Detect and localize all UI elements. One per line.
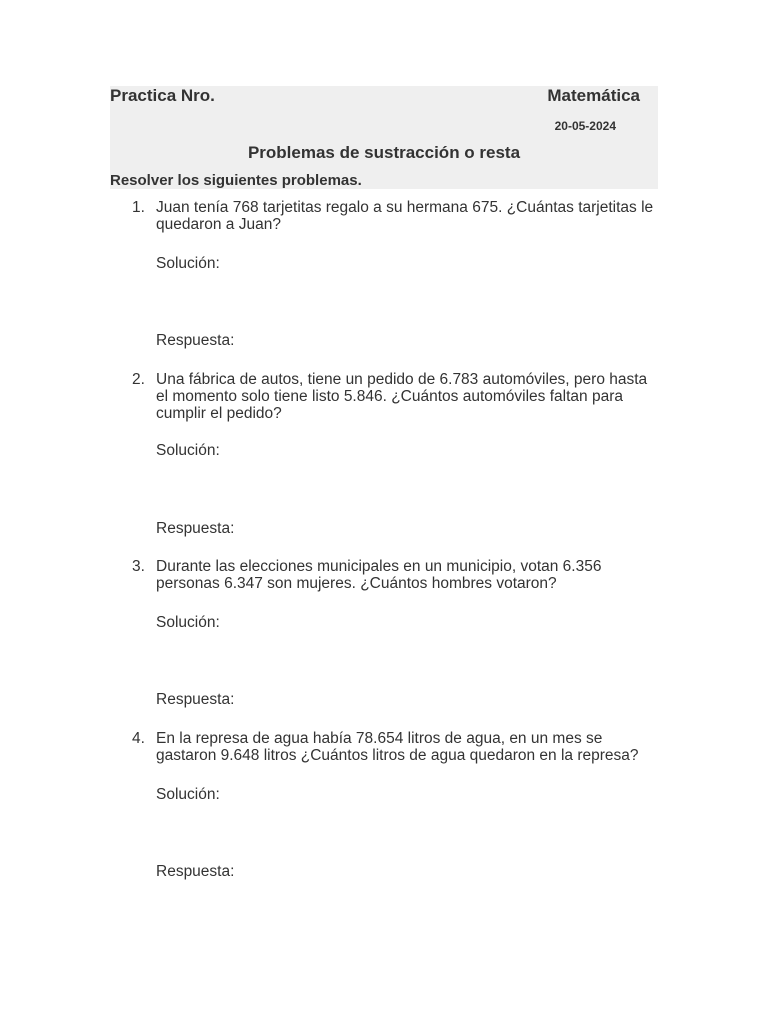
problem-text: En la represa de agua había 78.654 litros de agua, en un mes se gastaron 9.648 litros ¿Cuántos litros de agua quedaron en la represa?: [156, 730, 639, 764]
solution-label: Solución:: [156, 255, 220, 272]
worksheet-title: Problemas de sustracción o resta: [247, 143, 521, 162]
answer-label: Respuesta:: [156, 863, 235, 880]
problem-text: Juan tenía 768 tarjetitas regalo a su hermana 675. ¿Cuántas tarjetitas le quedaron a Juan?: [156, 199, 654, 233]
problem-text: Durante las elecciones municipales en un municipio, votan 6.356 personas 6.347 son mujeres. ¿Cuántos hombres votaron?: [156, 558, 602, 592]
instructions-text: Resolver los siguientes problemas.: [110, 172, 362, 189]
problem-item-1: [110, 199, 662, 349]
subject-label: Matemática: [547, 86, 640, 105]
problem-item-2: [110, 371, 662, 537]
problem-item-3: [110, 558, 662, 708]
problem-number: 1.: [132, 199, 145, 216]
answer-label: Respuesta:: [156, 332, 235, 349]
solution-label: Solución:: [156, 614, 220, 631]
answer-label: Respuesta:: [156, 691, 235, 708]
problem-number: 4.: [132, 730, 145, 747]
solution-label: Solución:: [156, 442, 220, 459]
date-label: 20-05-2024: [554, 119, 616, 133]
problem-text: Una fábrica de autos, tiene un pedido de 6.783 automóviles, pero hasta el momento solo tiene listo 5.846. ¿Cuántos automóviles faltan para cumplir el pedido?: [156, 371, 648, 422]
practice-number-label: Practica Nro.: [110, 86, 215, 105]
problem-item-4: [110, 730, 662, 880]
worksheet-header: [110, 86, 658, 189]
solution-label: Solución:: [156, 786, 220, 803]
problem-number: 3.: [132, 558, 145, 575]
answer-label: Respuesta:: [156, 520, 235, 537]
problem-number: 2.: [132, 371, 145, 388]
